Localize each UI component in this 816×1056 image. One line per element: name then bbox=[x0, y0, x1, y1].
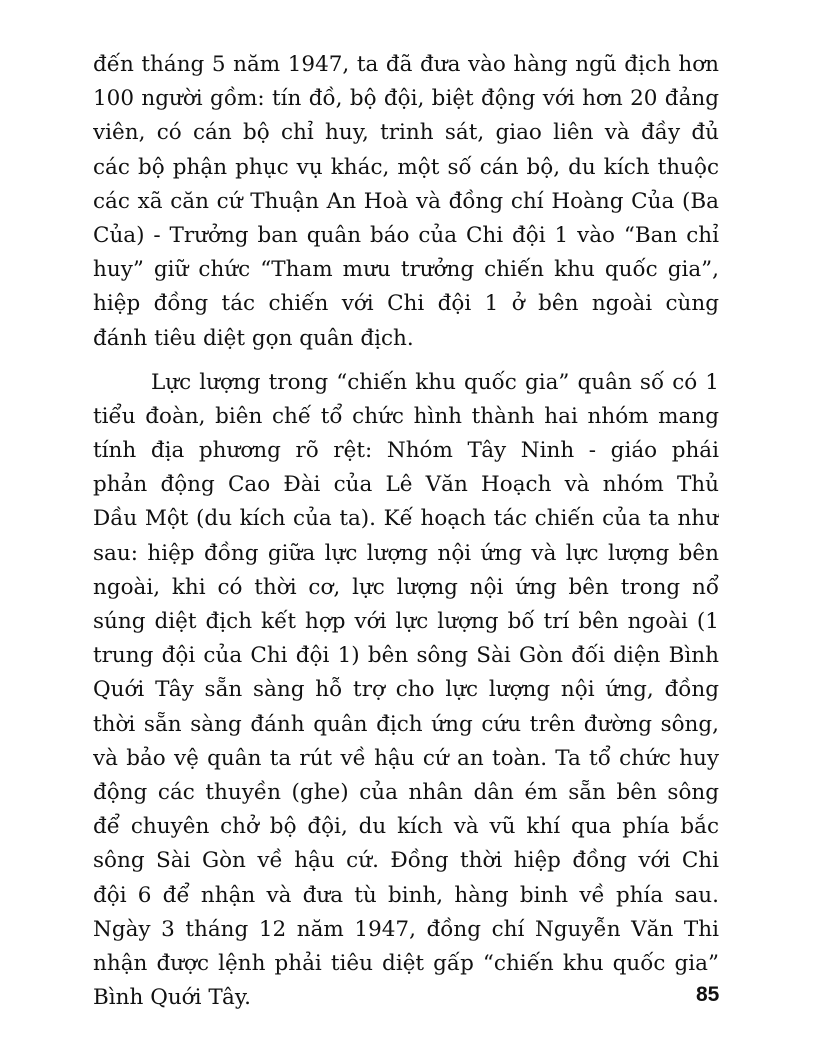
paragraph-2 bbox=[93, 366, 719, 1016]
text-line: tính địa phương rõ rệt: Nhóm Tây Ninh - giáo phái bbox=[93, 438, 719, 464]
text-line: đến tháng 5 năm 1947, ta đã đưa vào hàng ngũ địch hơn bbox=[93, 52, 719, 77]
text-line: các xã căn cứ Thuận An Hoà và đồng chí Hoàng Của (Ba bbox=[93, 188, 719, 214]
text-line: Lực lượng trong “chiến khu quốc gia” quân số có 1 bbox=[151, 369, 719, 395]
text-line: sau: hiệp đồng giữa lực lượng nội ứng và lực lượng bên bbox=[93, 540, 719, 566]
text-line: trung đội của Chi đội 1) bên sông Sài Gòn đối diện Bình bbox=[93, 643, 719, 669]
text-line: nhận được lệnh phải tiêu diệt gấp “chiến khu quốc gia” bbox=[93, 950, 719, 976]
text-line: để chuyên chở bộ đội, du kích và vũ khí qua phía bắc bbox=[93, 814, 719, 840]
text-line: Quới Tây sẵn sàng hỗ trợ cho lực lượng nội ứng, đồng bbox=[93, 677, 719, 703]
text-line: hiệp đồng tác chiến với Chi đội 1 ở bên ngoài cùng bbox=[93, 291, 719, 317]
text-line: các bộ phận phục vụ khác, một số cán bộ, du kích thuộc bbox=[93, 154, 719, 180]
text-line: ngoài, khi có thời cơ, lực lượng nội ứng bên trong nổ bbox=[93, 574, 719, 600]
text-line: 100 người gồm: tín đồ, bộ đội, biệt động với hơn 20 đảng bbox=[93, 86, 719, 112]
text-line: viên, có cán bộ chỉ huy, trinh sát, giao liên và đầy đủ bbox=[93, 120, 719, 146]
text-line: tiểu đoàn, biên chế tổ chức hình thành hai nhóm mang bbox=[93, 403, 719, 429]
text-line: Bình Quới Tây. bbox=[93, 985, 251, 1011]
page-number: 85 bbox=[696, 983, 720, 1006]
text-line: sông Sài Gòn về hậu cứ. Đồng thời hiệp đồng với Chi bbox=[93, 848, 719, 874]
paragraph-1 bbox=[93, 48, 719, 356]
text-line: Dầu Một (du kích của ta). Kế hoạch tác chiến của ta như bbox=[93, 506, 719, 532]
text-line: Của) - Trưởng ban quân báo của Chi đội 1 vào “Ban chỉ bbox=[93, 222, 719, 248]
page-body bbox=[93, 48, 719, 1015]
text-line: đánh tiêu diệt gọn quân địch. bbox=[93, 325, 414, 351]
text-line: Ngày 3 tháng 12 năm 1947, đồng chí Nguyễn Văn Thi bbox=[93, 916, 719, 942]
text-line: thời sẵn sàng đánh quân địch ứng cứu trên đường sông, bbox=[93, 711, 719, 737]
text-line: động các thuyền (ghe) của nhân dân ém sẵn bên sông bbox=[93, 779, 719, 805]
text-line: phản động Cao Đài của Lê Văn Hoạch và nhóm Thủ bbox=[93, 472, 719, 498]
text-line: và bảo vệ quân ta rút về hậu cứ an toàn. Ta tổ chức huy bbox=[93, 745, 719, 771]
text-line: đội 6 để nhận và đưa tù binh, hàng binh về phía sau. bbox=[93, 882, 719, 908]
text-line: huy” giữ chức “Tham mưu trưởng chiến khu quốc gia”, bbox=[93, 257, 719, 283]
text-line: súng diệt địch kết hợp với lực lượng bố trí bên ngoài (1 bbox=[93, 609, 719, 634]
